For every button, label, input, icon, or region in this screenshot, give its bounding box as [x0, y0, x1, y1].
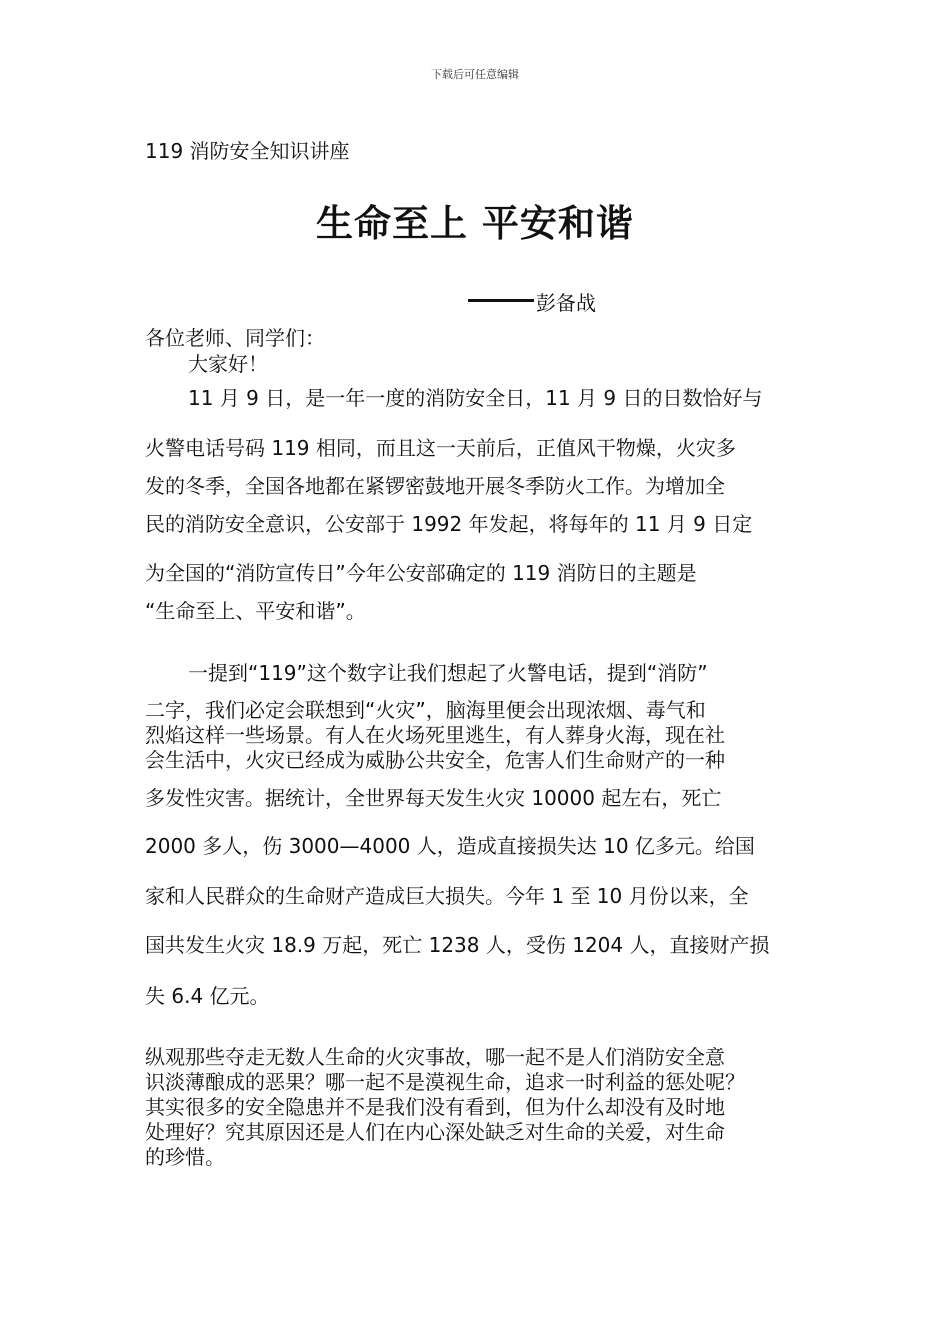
para2-line: 烈焰这样一些场景。有人在火场死里逃生，有人葬身火海，现在社	[145, 723, 725, 747]
lecture-subtitle: 119 消防安全知识讲座	[145, 139, 350, 163]
hello-line: 大家好！	[188, 352, 268, 376]
em-dash-rule	[468, 299, 534, 302]
para1-line: 11 月 9 日，是一年一度的消防安全日，11 月 9 日的日数恰好与	[188, 386, 763, 410]
para2-line: 会生活中，火灾已经成为威胁公共安全，危害人们生命财产的一种	[145, 748, 725, 772]
para2-line: 国共发生火灾 18.9 万起，死亡 1238 人，受伤 1204 人，直接财产损	[145, 933, 770, 957]
para2-line: 家和人民群众的生命财产造成巨大损失。今年 1 至 10 月份以来，全	[145, 884, 749, 908]
para1-line: 为全国的“消防宣传日”今年公安部确定的 119 消防日的主题是	[145, 561, 697, 585]
para1-line: “生命至上、平安和谐”。	[145, 599, 366, 623]
author-line	[468, 290, 596, 316]
para2-line: 二字，我们必定会联想到“火灾”，脑海里便会出现浓烟、毒气和	[145, 698, 706, 722]
para3-line: 的珍惜。	[145, 1145, 225, 1169]
para3-line: 其实很多的安全隐患并不是我们没有看到，但为什么却没有及时地	[145, 1095, 725, 1119]
page-title: 生命至上 平安和谐	[316, 202, 634, 245]
para3-line: 识淡薄酿成的恶果？哪一起不是漠视生命，追求一时利益的惩处呢？	[145, 1070, 745, 1094]
para2-line: 一提到“119”这个数字让我们想起了火警电话，提到“消防”	[188, 661, 708, 685]
greeting: 各位老师、同学们：	[145, 326, 325, 350]
para1-line: 发的冬季，全国各地都在紧锣密鼓地开展冬季防火工作。为增加全	[145, 474, 725, 498]
para3-line: 处理好？究其原因还是人们在内心深处缺乏对生命的关爱，对生命	[145, 1120, 725, 1144]
para2-line: 2000 多人，伤 3000—4000 人，造成直接损失达 10 亿多元。给国	[145, 834, 755, 858]
header-note: 下载后可任意编辑	[431, 68, 519, 81]
para3	[145, 1045, 810, 1170]
author-name: 彭备战	[536, 291, 596, 315]
para1-line: 火警电话号码 119 相同，而且这一天前后，正值风干物燥，火灾多	[145, 436, 736, 460]
para1-line: 民的消防安全意识，公安部于 1992 年发起，将每年的 11 月 9 日定	[145, 512, 753, 536]
para2-line: 失 6.4 亿元。	[145, 984, 270, 1008]
para2-line: 多发性灾害。据统计，全世界每天发生火灾 10000 起左右，死亡	[145, 786, 722, 810]
para3-line: 纵观那些夺走无数人生命的火灾事故，哪一起不是人们消防安全意	[145, 1045, 725, 1069]
